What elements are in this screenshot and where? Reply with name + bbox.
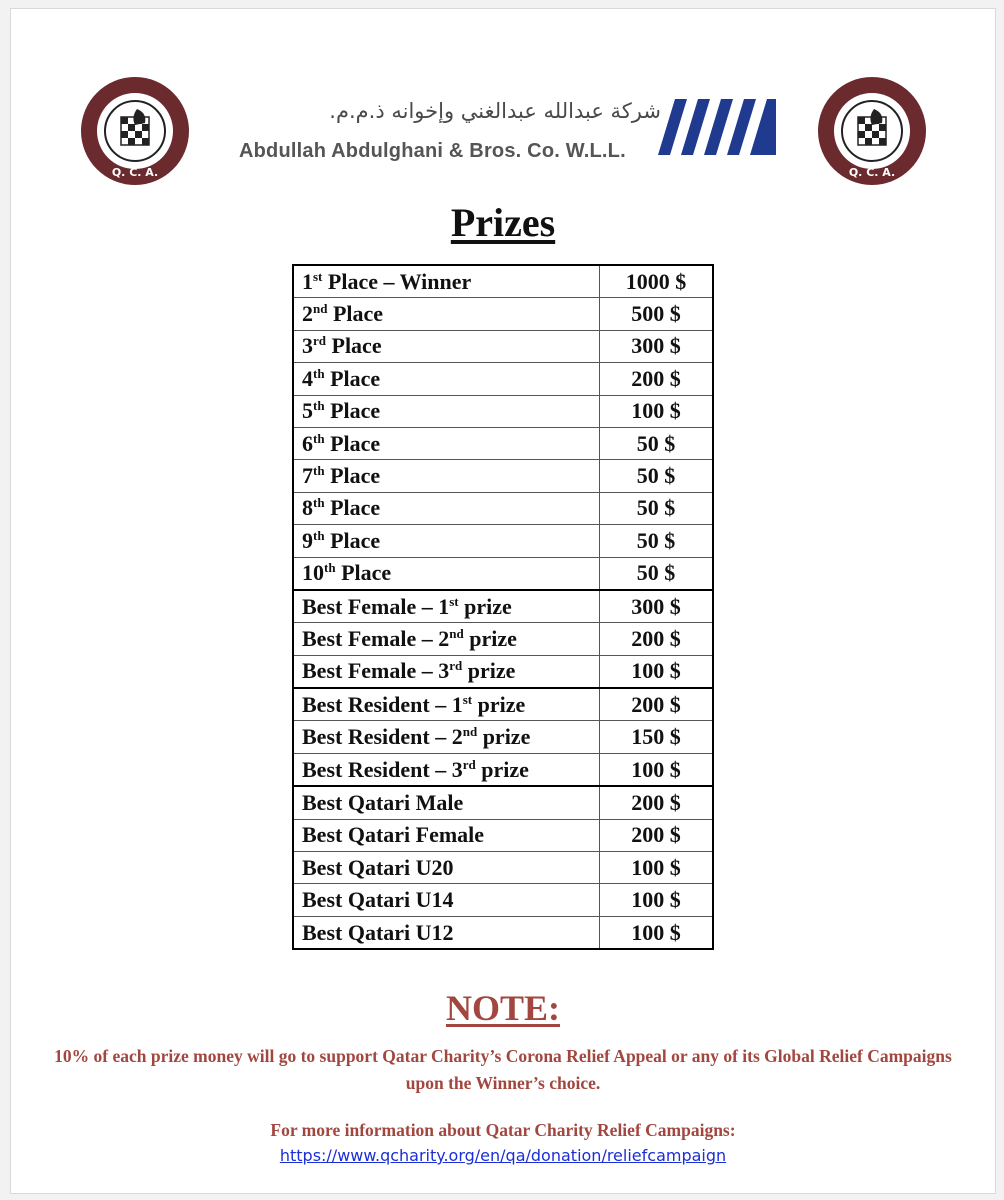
prize-amount: 150 $ [600, 721, 714, 753]
prize-row [293, 427, 713, 459]
prize-label: Best Resident – 3rd prize [293, 753, 600, 786]
note-text: 10% of each prize money will go to support Qatar Charity’s Corona Relief Appeal or any of its Global Relief Campaigns upon the Winner’s choice. [54, 1046, 952, 1093]
prize-label: 4th Place [293, 363, 600, 395]
prize-amount: 200 $ [600, 819, 714, 851]
prize-amount: 100 $ [600, 916, 714, 949]
prize-row [293, 557, 713, 590]
prize-row [293, 298, 713, 330]
prize-label: Best Qatari Female [293, 819, 600, 851]
prize-amount: 100 $ [600, 884, 714, 916]
prize-row [293, 460, 713, 492]
prize-label: 2nd Place [293, 298, 600, 330]
prize-amount: 300 $ [600, 590, 714, 623]
relief-campaign-link[interactable]: https://www.qcharity.org/en/qa/donation/reliefcampaign [279, 1146, 727, 1165]
qca-seal-right-logo [816, 75, 928, 187]
prize-amount: 300 $ [600, 330, 714, 362]
company-name-english: Abdullah Abdulghani & Bros. Co. W.L.L. [239, 140, 626, 162]
prize-row [293, 753, 713, 786]
prize-row [293, 525, 713, 557]
prize-amount: 50 $ [600, 460, 714, 492]
prize-label: Best Qatari U12 [293, 916, 600, 949]
prize-amount: 100 $ [600, 852, 714, 884]
prize-row [293, 916, 713, 949]
company-name-arabic: شركة عبدالله عبدالغني وإخوانه ذ.م.م. [329, 99, 661, 123]
prize-amount: 50 $ [600, 492, 714, 524]
prize-label: 6th Place [293, 427, 600, 459]
prize-label: 10th Place [293, 557, 600, 590]
prize-row [293, 819, 713, 851]
prize-amount: 50 $ [600, 427, 714, 459]
prize-amount: 50 $ [600, 557, 714, 590]
prize-amount: 200 $ [600, 363, 714, 395]
prize-label: Best Qatari Male [293, 786, 600, 819]
prize-amount: 200 $ [600, 623, 714, 655]
qca-seal-left-logo [79, 75, 191, 187]
prize-label: Best Female – 2nd prize [293, 623, 600, 655]
company-logo [653, 97, 778, 157]
page-title: Prizes [450, 200, 556, 245]
prize-label: Best Resident – 2nd prize [293, 721, 600, 753]
prize-label: 5th Place [293, 395, 600, 427]
prize-label: 1st Place – Winner [293, 265, 600, 298]
prize-row [293, 884, 713, 916]
prize-amount: 200 $ [600, 786, 714, 819]
prizes-table [292, 264, 714, 950]
prize-label: 8th Place [293, 492, 600, 524]
prize-amount: 200 $ [600, 688, 714, 721]
prize-row [293, 330, 713, 362]
prize-row [293, 265, 713, 298]
prize-label: Best Resident – 1st prize [293, 688, 600, 721]
prize-label: Best Female – 3rd prize [293, 655, 600, 688]
prize-label: Best Qatari U14 [293, 884, 600, 916]
more-info-text: For more information about Qatar Charity Relief Campaigns: [270, 1120, 736, 1140]
prize-amount: 100 $ [600, 395, 714, 427]
note-heading: NOTE: [445, 988, 560, 1028]
prize-row [293, 721, 713, 753]
prize-row [293, 590, 713, 623]
prize-amount: 100 $ [600, 753, 714, 786]
svg-text:Q. C. A.: Q. C. A. [848, 166, 896, 179]
prize-label: 7th Place [293, 460, 600, 492]
prize-row [293, 655, 713, 688]
prize-row [293, 688, 713, 721]
prize-row [293, 786, 713, 819]
prize-row [293, 623, 713, 655]
prize-row [293, 492, 713, 524]
prize-label: 3rd Place [293, 330, 600, 362]
prize-row [293, 395, 713, 427]
prize-label: Best Qatari U20 [293, 852, 600, 884]
prize-label: Best Female – 1st prize [293, 590, 600, 623]
prize-amount: 500 $ [600, 298, 714, 330]
prize-amount: 1000 $ [600, 265, 714, 298]
prize-row [293, 852, 713, 884]
svg-text:Q. C. A.: Q. C. A. [111, 166, 159, 179]
prize-amount: 50 $ [600, 525, 714, 557]
prize-label: 9th Place [293, 525, 600, 557]
document-page [10, 8, 996, 1194]
prize-row [293, 363, 713, 395]
prize-amount: 100 $ [600, 655, 714, 688]
